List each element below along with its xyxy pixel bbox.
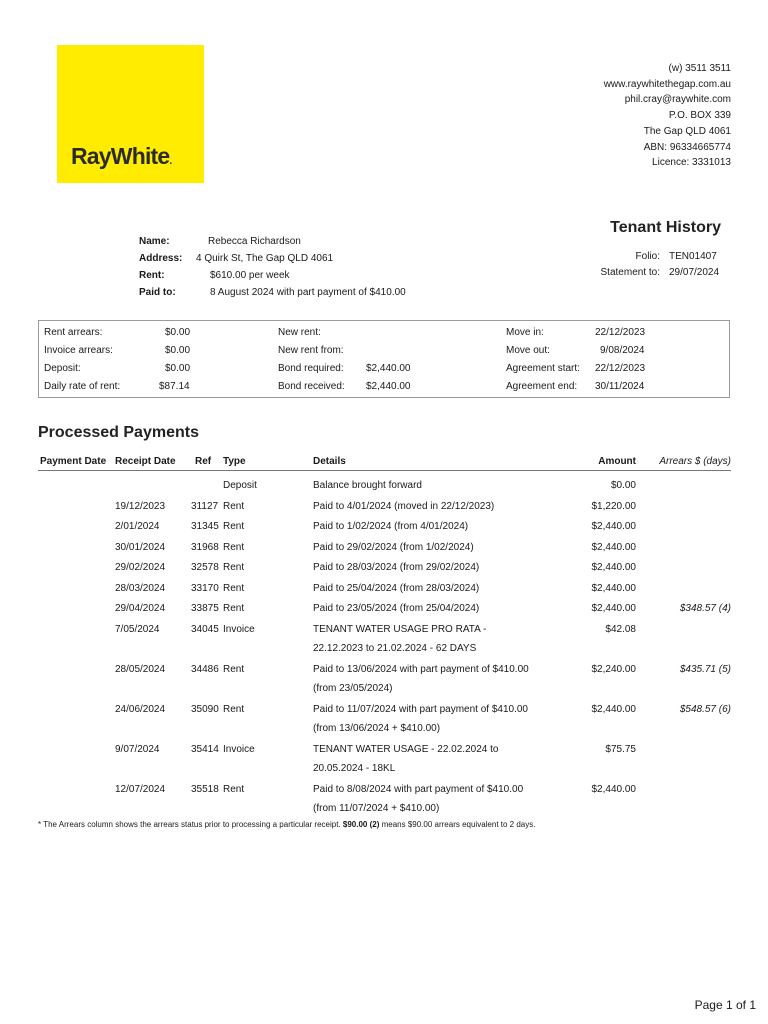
details-line: Paid to 29/02/2024 (from 1/02/2024) bbox=[313, 541, 474, 553]
cell-type: Rent bbox=[223, 603, 245, 614]
payments-table-header bbox=[38, 454, 731, 471]
tenant-name: Rebecca Richardson bbox=[208, 236, 301, 247]
cell-receipt-date: 29/04/2024 bbox=[115, 603, 166, 614]
cell-receipt-date: 9/07/2024 bbox=[115, 743, 160, 755]
contact-phone: (w) 3511 3511 bbox=[668, 63, 731, 74]
paid-to-label: Paid to: bbox=[139, 287, 176, 298]
move-in-value: 22/12/2023 bbox=[595, 327, 646, 338]
table-row bbox=[38, 476, 731, 495]
col-type: Type bbox=[223, 456, 246, 467]
cell-ref: 35518 bbox=[191, 783, 219, 795]
details-line: Paid to 25/04/2024 (from 28/03/2024) bbox=[313, 582, 480, 594]
cell-amount: $1,220.00 bbox=[591, 500, 636, 512]
raywhite-logo bbox=[57, 45, 204, 183]
cell-details bbox=[313, 558, 573, 577]
table-row bbox=[38, 620, 731, 658]
bond-received-label: Bond received: bbox=[278, 381, 345, 392]
cell-amount: $75.75 bbox=[605, 743, 636, 755]
cell-details bbox=[313, 599, 573, 618]
bond-required-label: Bond required: bbox=[278, 363, 344, 374]
table-row bbox=[38, 700, 731, 738]
table-row bbox=[38, 517, 731, 536]
cell-type: Invoice bbox=[223, 623, 255, 635]
cell-receipt-date: 19/12/2023 bbox=[115, 500, 166, 512]
cell-details bbox=[313, 740, 573, 778]
cell-ref: 31127 bbox=[191, 500, 219, 512]
cell-amount: $2,240.00 bbox=[591, 663, 636, 675]
new-rent-label: New rent: bbox=[278, 327, 321, 338]
cell-details bbox=[313, 497, 573, 516]
cell-ref: 31968 bbox=[191, 541, 219, 553]
details-line: Paid to 13/06/2024 with part payment of $410.00 bbox=[313, 663, 529, 675]
details-line: Paid to 1/02/2024 (from 4/01/2024) bbox=[313, 521, 469, 532]
cell-details bbox=[313, 660, 573, 698]
invoice-arrears-value: $0.00 bbox=[165, 345, 191, 356]
tenancy-summary-box bbox=[38, 320, 730, 398]
col-payment-date: Payment Date bbox=[40, 456, 107, 467]
cell-arrears: $548.57 (6) bbox=[679, 703, 731, 715]
name-label: Name: bbox=[139, 236, 170, 247]
logo-wordmark: RayWhite. bbox=[71, 143, 172, 169]
folio-block bbox=[580, 248, 719, 280]
cell-receipt-date: 12/07/2024 bbox=[115, 783, 166, 795]
details-line: Paid to 8/08/2024 with part payment of $410.00 bbox=[313, 783, 524, 795]
cell-amount: $2,440.00 bbox=[591, 582, 636, 594]
contact-abn: ABN: 96334665774 bbox=[643, 141, 731, 153]
cell-ref: 35414 bbox=[191, 743, 219, 755]
daily-rate-label: Daily rate of rent: bbox=[44, 381, 121, 392]
cell-details bbox=[313, 620, 573, 658]
cell-arrears: $348.57 (4) bbox=[679, 603, 731, 614]
cell-amount: $2,440.00 bbox=[591, 521, 636, 532]
invoice-arrears-label: Invoice arrears: bbox=[44, 345, 113, 356]
cell-amount: $2,440.00 bbox=[591, 562, 636, 573]
tenant-address: 4 Quirk St, The Gap QLD 4061 bbox=[196, 253, 334, 264]
cell-amount: $2,440.00 bbox=[591, 783, 636, 795]
table-row bbox=[38, 740, 731, 778]
cell-details bbox=[313, 780, 573, 818]
new-rent-from-label: New rent from: bbox=[278, 345, 344, 356]
folio-value: TEN01407 bbox=[669, 250, 717, 262]
cell-amount: $42.08 bbox=[605, 623, 636, 635]
arrears-footnote: * The Arrears column shows the arrears status prior to processing a particular receipt. $90.00 (2) means $90.00 arrears equivalent to 2 days. bbox=[38, 820, 536, 829]
agreement-start-label: Agreement start: bbox=[506, 363, 580, 374]
folio-label: Folio: bbox=[635, 250, 660, 262]
table-row bbox=[38, 780, 731, 818]
agreement-end-value: 30/11/2024 bbox=[595, 381, 645, 392]
cell-details bbox=[313, 538, 573, 557]
page-title: Tenant History bbox=[610, 219, 721, 236]
details-line: (from 13/06/2024 + $410.00) bbox=[313, 722, 441, 734]
agreement-end-label: Agreement end: bbox=[506, 381, 578, 392]
cell-type: Invoice bbox=[223, 743, 255, 755]
page-number: Page 1 of 1 bbox=[694, 998, 756, 1012]
cell-receipt-date: 29/02/2024 bbox=[115, 562, 166, 573]
tenant-paid-to: 8 August 2024 with part payment of $410.00 bbox=[210, 287, 406, 298]
rent-label: Rent: bbox=[139, 270, 165, 281]
daily-rate-value: $87.14 bbox=[159, 381, 190, 392]
cell-details bbox=[313, 476, 573, 495]
cell-receipt-date: 28/05/2024 bbox=[115, 663, 166, 675]
details-line: Paid to 11/07/2024 with part payment of $410.00 bbox=[313, 703, 528, 715]
details-line: Balance brought forward bbox=[313, 480, 422, 491]
cell-receipt-date: 24/06/2024 bbox=[115, 703, 166, 715]
bond-required-value: $2,440.00 bbox=[366, 363, 411, 374]
cell-ref: 35090 bbox=[191, 703, 219, 715]
contact-licence: Licence: 3331013 bbox=[652, 157, 731, 169]
statement-value: 29/07/2024 bbox=[669, 266, 720, 278]
deposit-label: Deposit: bbox=[44, 363, 81, 374]
details-line: Paid to 23/05/2024 (from 25/04/2024) bbox=[313, 603, 480, 614]
details-line: 20.05.2024 - 18KL bbox=[313, 762, 396, 774]
bond-received-value: $2,440.00 bbox=[366, 381, 411, 392]
cell-amount: $0.00 bbox=[610, 480, 636, 491]
cell-ref: 33875 bbox=[191, 603, 219, 614]
table-row bbox=[38, 538, 731, 557]
cell-ref: 33170 bbox=[191, 582, 219, 594]
cell-arrears: $435.71 (5) bbox=[679, 663, 731, 675]
agreement-start-value: 22/12/2023 bbox=[595, 363, 646, 374]
address-label: Address: bbox=[139, 253, 183, 264]
cell-receipt-date: 7/05/2024 bbox=[115, 623, 160, 635]
details-line: Paid to 4/01/2024 (moved in 22/12/2023) bbox=[313, 500, 495, 512]
move-in-label: Move in: bbox=[506, 327, 544, 338]
cell-type: Rent bbox=[223, 582, 245, 594]
details-line: Paid to 28/03/2024 (from 29/02/2024) bbox=[313, 562, 480, 573]
col-arrears: Arrears $ (days) bbox=[659, 456, 731, 467]
agency-contact-block bbox=[604, 61, 731, 171]
cell-type: Rent bbox=[223, 562, 245, 573]
cell-amount: $2,440.00 bbox=[591, 703, 636, 715]
contact-website: www.raywhitethegap.com.au bbox=[603, 78, 731, 90]
cell-receipt-date: 28/03/2024 bbox=[115, 582, 166, 594]
cell-type: Rent bbox=[223, 500, 245, 512]
cell-amount: $2,440.00 bbox=[591, 603, 636, 614]
tenant-details bbox=[139, 233, 406, 301]
move-out-label: Move out: bbox=[506, 345, 550, 356]
move-out-value: 9/08/2024 bbox=[600, 345, 645, 356]
cell-ref: 34486 bbox=[191, 663, 219, 675]
col-details: Details bbox=[313, 456, 346, 467]
cell-type: Rent bbox=[223, 521, 245, 532]
table-row bbox=[38, 599, 731, 618]
details-line: TENANT WATER USAGE - 22.02.2024 to bbox=[313, 743, 499, 755]
details-line: 22.12.2023 to 21.02.2024 - 62 DAYS bbox=[313, 642, 477, 654]
statement-label: Statement to: bbox=[600, 266, 660, 278]
cell-details bbox=[313, 517, 573, 536]
cell-ref: 32578 bbox=[191, 562, 219, 573]
cell-amount: $2,440.00 bbox=[591, 541, 636, 553]
cell-type: Rent bbox=[223, 703, 245, 715]
col-receipt-date: Receipt Date bbox=[115, 456, 176, 467]
cell-type: Rent bbox=[223, 783, 245, 795]
table-row bbox=[38, 497, 731, 516]
cell-ref: 31345 bbox=[191, 521, 219, 532]
table-row bbox=[38, 558, 731, 577]
col-ref: Ref bbox=[195, 456, 212, 467]
cell-receipt-date: 2/01/2024 bbox=[115, 521, 160, 532]
cell-details bbox=[313, 579, 573, 598]
rent-arrears-value: $0.00 bbox=[165, 327, 191, 338]
cell-type: Rent bbox=[223, 663, 245, 675]
contact-suburb: The Gap QLD 4061 bbox=[643, 125, 731, 137]
table-row bbox=[38, 660, 731, 698]
cell-type: Deposit bbox=[223, 480, 257, 491]
rent-arrears-label: Rent arrears: bbox=[44, 327, 103, 338]
cell-type: Rent bbox=[223, 541, 245, 553]
cell-receipt-date: 30/01/2024 bbox=[115, 541, 166, 553]
cell-details bbox=[313, 700, 573, 738]
details-line: (from 23/05/2024) bbox=[313, 682, 393, 694]
contact-email: phil.cray@raywhite.com bbox=[624, 94, 731, 106]
deposit-value: $0.00 bbox=[165, 363, 191, 374]
details-line: (from 11/07/2024 + $410.00) bbox=[313, 802, 440, 814]
col-amount: Amount bbox=[598, 456, 636, 467]
tenant-rent: $610.00 per week bbox=[210, 270, 290, 281]
table-row bbox=[38, 579, 731, 598]
processed-payments-heading: Processed Payments bbox=[38, 424, 199, 441]
contact-po-box: P.O. BOX 339 bbox=[668, 110, 731, 122]
details-line: TENANT WATER USAGE PRO RATA - bbox=[313, 623, 487, 635]
cell-ref: 34045 bbox=[191, 623, 219, 635]
